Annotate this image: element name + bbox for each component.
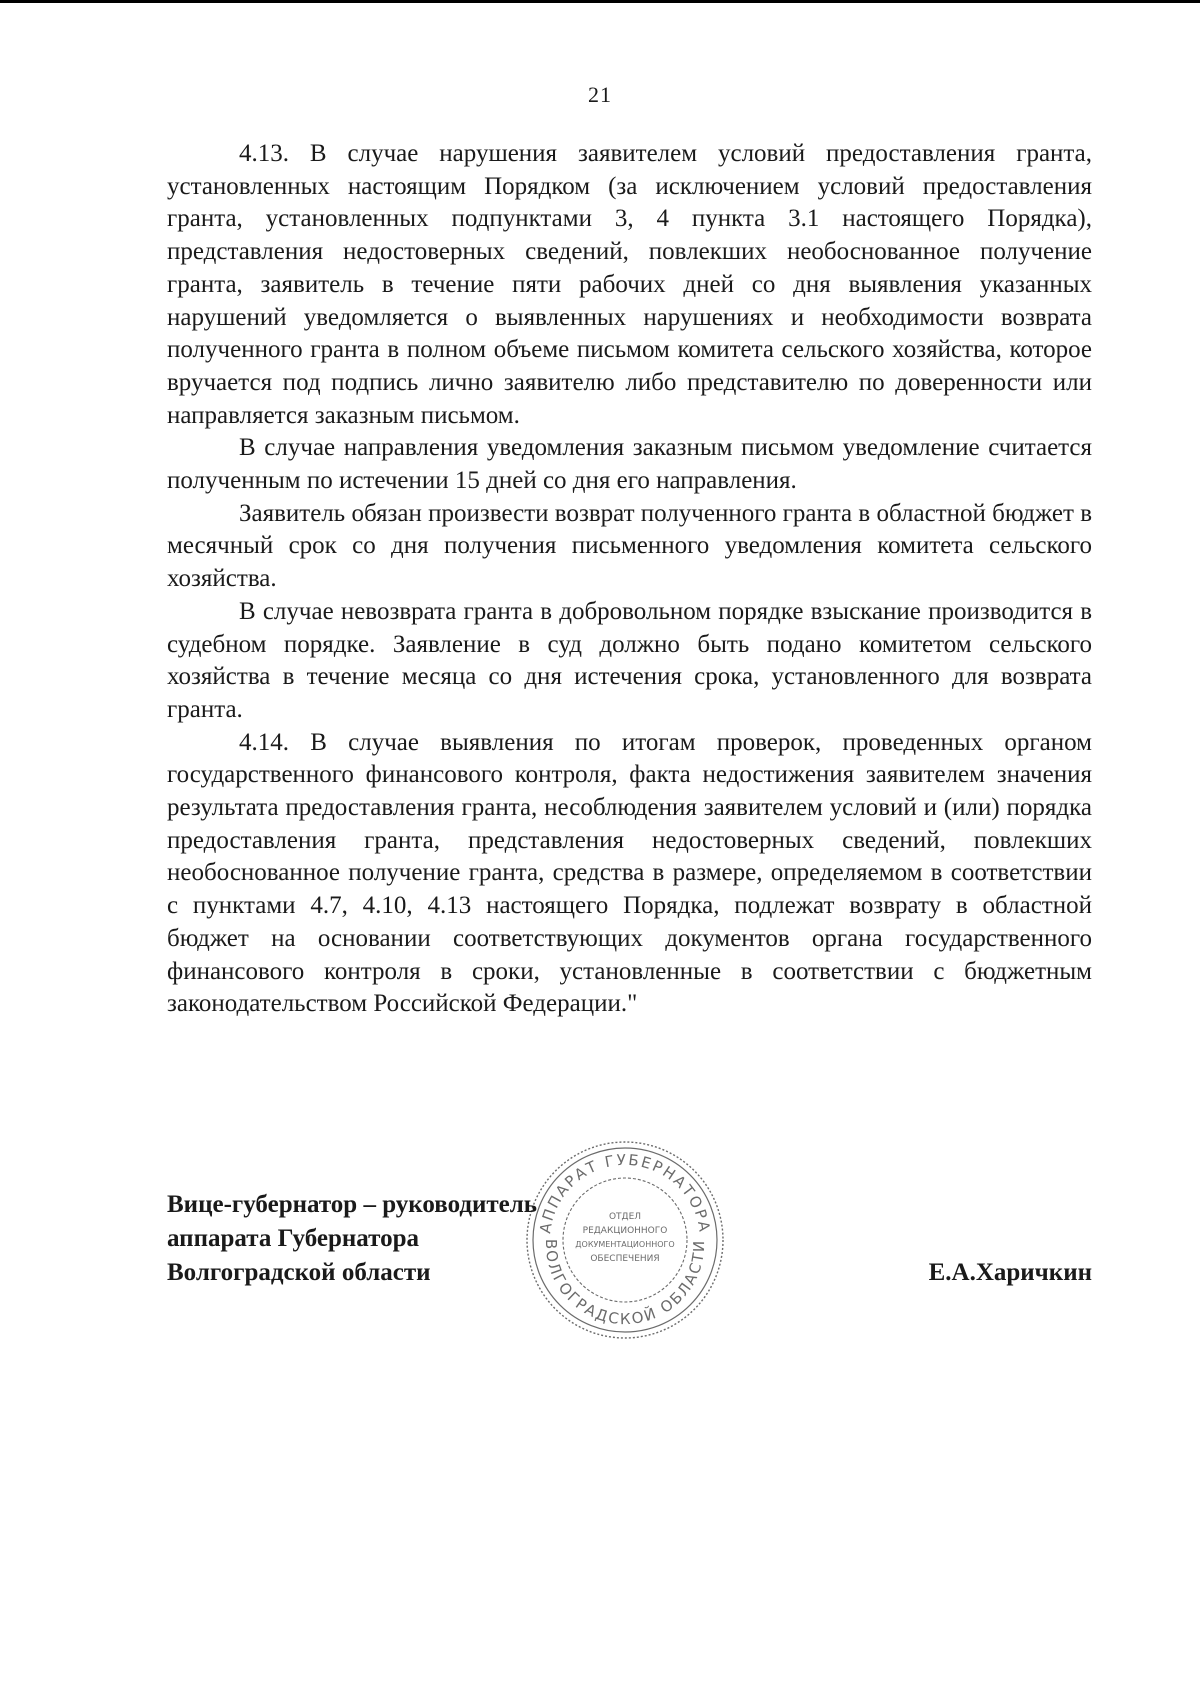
paragraph-4-14: 4.14. В случае выявления по итогам проверок, проведенных органом государственного финансового контроля, факта недостижения заявителем значения результата предоставления гранта, несоблюдения заявителем условий и (или) порядка предоставления гранта, представления недостоверных сведений, повлекших необоснованное получение гранта, средства в размере, определяемом в соответствии с пунктами 4.7, 4.10, 4.13 настоящего Порядка, подлежат возврату в областной бюджет на основании соответствующих документов органа государственного финансового контроля в сроки, установленные в соответствии с бюджетным законодательством Российской Федерации." [167,728,1092,1018]
seal-center-line-1: ОТДЕЛ [608,1212,642,1222]
signatory-title-line-3: Волгоградской области [167,1259,431,1286]
paragraph-notification: В случае направления уведомления заказным письмом уведомление считается полученным по истечении 15 дней со дня его направления. [167,434,1092,495]
seal-top-text: АППАРАТ ГУБЕРНАТОРА [536,1150,714,1235]
paragraph-court-recovery: В случае невозврата гранта в добровольном порядке взыскание производится в судебном порядке. Заявление в суд должно быть подано комитетом сельского хозяйства в течение месяца со дня истечения срока, установленного для возврата гранта. [167,597,1092,723]
paragraph-4-13: 4.13. В случае нарушения заявителем условий предоставления гранта, установленных настоящим Порядком (за исключением условий предоставления гранта, установленных подпунктами 3, 4 пункта 3.1 настоящего Порядка), представления недостоверных сведений, повлекших необоснованное получение гранта, заявитель в течение пяти рабочих дней со дня выявления указанных нарушений уведомляется о выявленных нарушениях и необходимости возврата полученного гранта в полном объеме письмом комитета сельского хозяйства, которое вручается под подпись лично заявителю либо представителю по доверенности или направляется заказным письмом. [167,140,1092,429]
paragraph-refund-obligation: Заявитель обязан произвести возврат полученного гранта в областной бюджет в месячный срок со дня получения письменного уведомления комитета сельского хозяйства. [167,499,1093,593]
document-body [167,138,1092,1021]
seal-bottom-text: ВОЛГОГРАДСКОЙ ОБЛАСТИ [541,1238,709,1329]
seal-center-line-4: ОБЕСПЕЧЕНИЯ [590,1254,660,1264]
page-number: 21 [588,82,612,107]
scan-top-border [0,0,1200,3]
signatory-name: Е.А.Харичкин [928,1259,1092,1286]
signature-block [167,1188,1092,1290]
signatory-title-line-2: аппарата Губернатора [167,1225,419,1252]
seal-center-line-2: РЕДАКЦИОННОГО [582,1226,668,1236]
signatory-title-line-1: Вице-губернатор – руководитель [167,1191,538,1218]
seal-center-line-3: ДОКУМЕНТАЦИОННОГО [575,1240,675,1249]
